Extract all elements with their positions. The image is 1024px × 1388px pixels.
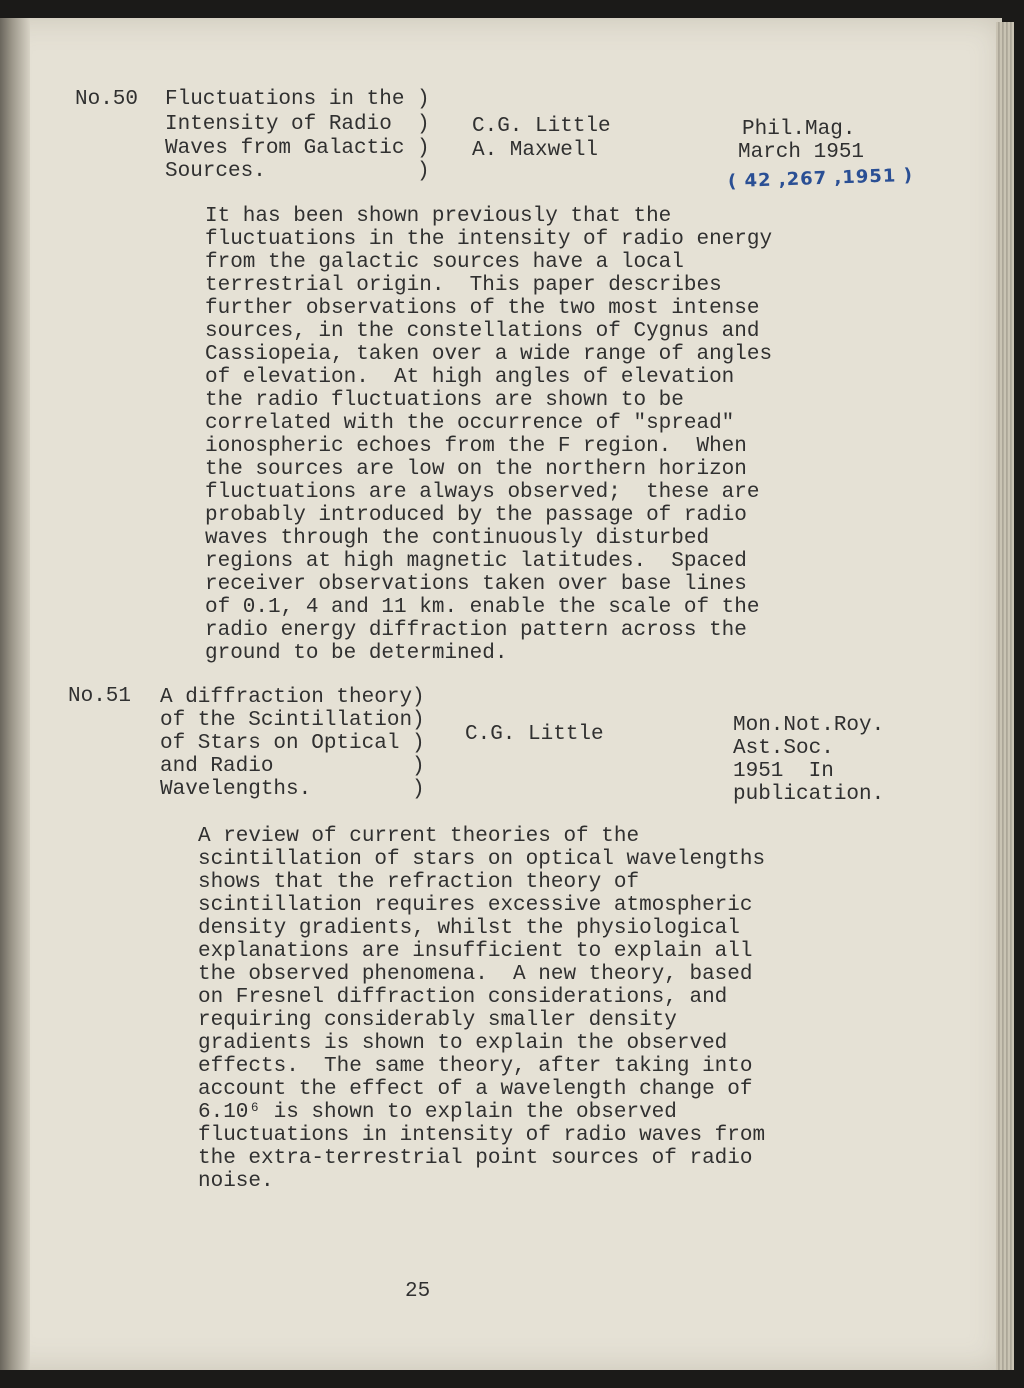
abstract-line: ground to be determined. xyxy=(205,642,508,665)
abstract-line: sources, in the constellations of Cygnus and xyxy=(205,320,760,343)
abstract-line: fluctuations in intensity of radio waves from xyxy=(198,1124,766,1147)
title-line: Fluctuations in the ) xyxy=(165,88,430,111)
background-edge xyxy=(1014,0,1024,1388)
abstract-line: gradients is shown to explain the observed xyxy=(198,1032,728,1055)
abstract-line: shows that the refraction theory of xyxy=(198,871,640,894)
title-line: of Stars on Optical ) xyxy=(160,732,425,755)
reference-line: Ast.Soc. xyxy=(733,737,834,760)
handwritten-annotation: ( 42 ,267 ,1951 ) xyxy=(727,164,914,193)
abstract-line: from the galactic sources have a local xyxy=(205,251,684,274)
abstract-line: regions at high magnetic latitudes. Spaced xyxy=(205,550,747,573)
title-line: Wavelengths. ) xyxy=(160,778,425,801)
reference-line: 1951 In xyxy=(733,760,834,783)
title-line: A diffraction theory) xyxy=(160,686,425,709)
abstract-line: fluctuations are always observed; these are xyxy=(205,481,760,504)
abstract-line: radio energy diffraction pattern across the xyxy=(205,619,747,642)
abstract-line: scintillation of stars on optical wavelengths xyxy=(198,848,766,871)
reference-line: publication. xyxy=(733,783,885,806)
abstract-line: the extra-terrestrial point sources of radio xyxy=(198,1147,753,1170)
abstract-line: the observed phenomena. A new theory, based xyxy=(198,963,753,986)
abstract-line: explanations are insufficient to explain all xyxy=(198,940,753,963)
title-line: of the Scintillation) xyxy=(160,709,425,732)
abstract-line: scintillation requires excessive atmospheric xyxy=(198,894,753,917)
entry-number: No.51 xyxy=(68,685,132,708)
abstract-line: Cassiopeia, taken over a wide range of angles xyxy=(205,343,773,366)
reference-line: Phil.Mag. xyxy=(742,118,856,141)
title-line: Intensity of Radio ) xyxy=(165,113,430,136)
abstract-line: correlated with the occurrence of "spread" xyxy=(205,412,735,435)
abstract-line: on Fresnel diffraction considerations, and xyxy=(198,986,728,1009)
abstract-line: ionospheric echoes from the F region. When xyxy=(205,435,747,458)
abstract-line: 6.10⁶ is shown to explain the observed xyxy=(198,1101,677,1124)
abstract-line: requiring considerably smaller density xyxy=(198,1009,677,1032)
title-line: and Radio ) xyxy=(160,755,425,778)
abstract-line: the sources are low on the northern horizon xyxy=(205,458,747,481)
abstract-line: terrestrial origin. This paper describes xyxy=(205,274,722,297)
abstract-line: waves through the continuously disturbed xyxy=(205,527,710,550)
abstract-line: account the effect of a wavelength change of xyxy=(198,1078,753,1101)
title-line: Waves from Galactic ) xyxy=(165,137,430,160)
abstract-line: probably introduced by the passage of radio xyxy=(205,504,747,527)
author: C.G. Little xyxy=(472,115,611,138)
abstract-line: receiver observations taken over base lines xyxy=(205,573,747,596)
abstract-line: of 0.1, 4 and 11 km. enable the scale of the xyxy=(205,596,760,619)
abstract-line: It has been shown previously that the xyxy=(205,205,672,228)
book-gutter xyxy=(0,18,30,1370)
author: A. Maxwell xyxy=(472,139,599,162)
author: C.G. Little xyxy=(465,723,604,746)
abstract-line: density gradients, whilst the physiological xyxy=(198,917,740,940)
abstract-line: of elevation. At high angles of elevation xyxy=(205,366,735,389)
entry-number: No.50 xyxy=(75,88,139,111)
abstract-line: fluctuations in the intensity of radio energy xyxy=(205,228,773,251)
abstract-line: the radio fluctuations are shown to be xyxy=(205,389,684,412)
abstract-line: further observations of the two most intense xyxy=(205,297,760,320)
reference-line: March 1951 xyxy=(738,141,865,164)
abstract-line: effects. The same theory, after taking into xyxy=(198,1055,753,1078)
page-number: 25 xyxy=(405,1280,431,1303)
abstract-line: noise. xyxy=(198,1170,274,1193)
abstract-line: A review of current theories of the xyxy=(198,825,640,848)
title-line: Sources. ) xyxy=(165,160,430,183)
reference-line: Mon.Not.Roy. xyxy=(733,714,885,737)
